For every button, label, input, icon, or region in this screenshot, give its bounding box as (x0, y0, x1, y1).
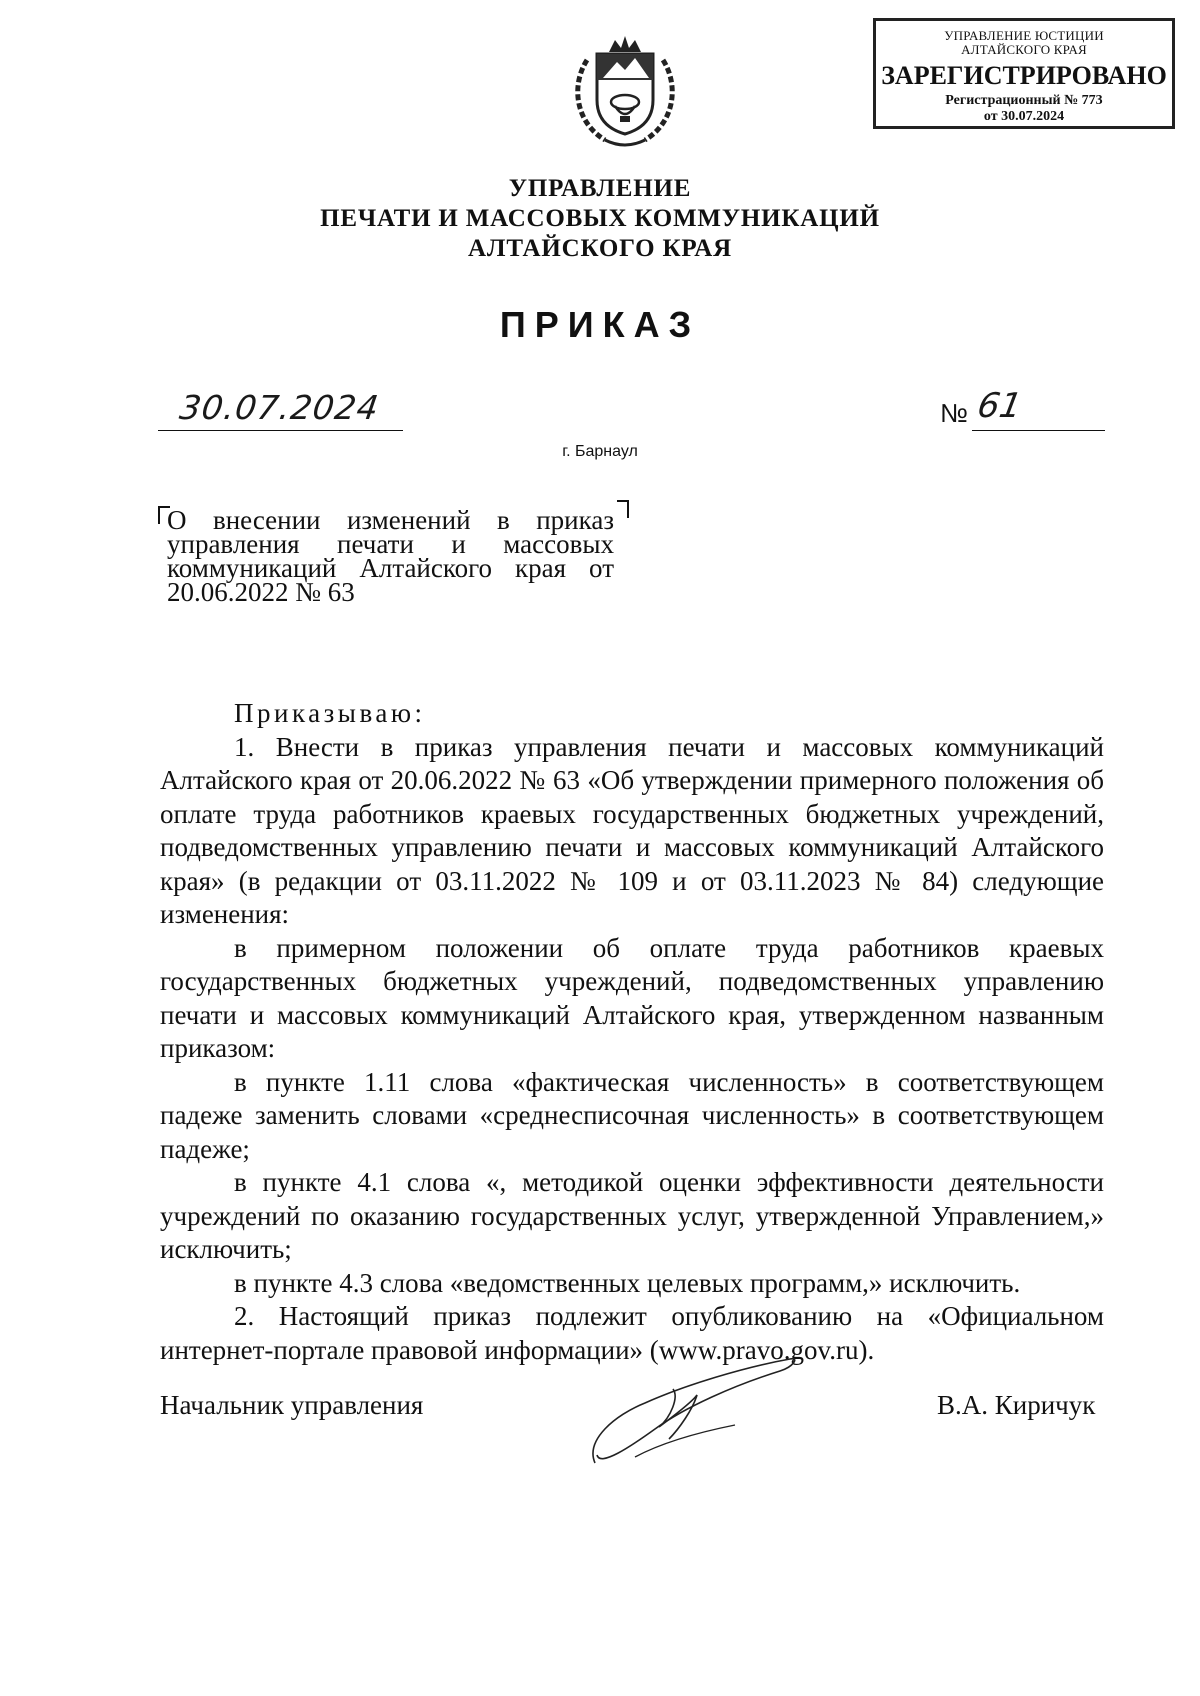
number-label: № (940, 398, 968, 428)
document-type: ПРИКАЗ (499, 304, 701, 345)
city: г. Барнаул (562, 443, 638, 460)
document-subject: О внесении изменений в приказ управления печати и массовых коммуникаций Алтайского края от 20.06.2022 № 63 (167, 505, 614, 607)
registration-stamp (873, 18, 1175, 129)
subject-corner-right (617, 500, 629, 518)
stamp-status: ЗАРЕГИСТРИРОВАНО (881, 61, 1167, 90)
altai-krai-coat-of-arms-icon (565, 30, 685, 152)
number-underline (972, 430, 1105, 431)
document-body (160, 697, 1104, 1367)
signatory-name: В.А. Киричук (937, 1390, 1096, 1420)
paragraph-2: в примерном положении об оплате труда работников краевых государственных бюджетных учреждений, подведомственных управлению печати и массовых коммуникаций Алтайского края, утвержденном названным приказом: (160, 932, 1104, 1063)
document-number: 61 (974, 386, 1025, 426)
authority-line-1: УПРАВЛЕНИЕ (508, 175, 692, 202)
signatory-position: Начальник управления (160, 1390, 424, 1420)
authority-line-2: ПЕЧАТИ И МАССОВЫХ КОММУНИКАЦИЙ (320, 205, 880, 232)
date-underline (158, 430, 403, 431)
paragraph-5: в пункте 4.3 слова «ведомственных целевых программ,» исключить. (234, 1267, 1021, 1298)
stamp-department: УПРАВЛЕНИЕ ЮСТИЦИИ (944, 28, 1104, 43)
paragraph-6: 2. Настоящий приказ подлежит опубликованию на «Официальном интернет-портале правовой информации» (www.pravo.gov.ru). (160, 1301, 1104, 1365)
paragraph-1: 1. Внести в приказ управления печати и массовых коммуникаций Алтайского края от 20.06.2022 № 63 «Об утверждении примерного положения об оплате труда работников краевых государственных бюджетных учреждений, подведомственных управлению печати и массовых коммуникаций Алтайского края» (в редакции от 03.11.2022 № 109 и от 03.11.2023 № 84) следующие изменения: (160, 731, 1104, 929)
authority-line-3: АЛТАЙСКОГО КРАЯ (468, 235, 732, 262)
issuing-authority (0, 174, 1200, 264)
stamp-registration-number: Регистрационный № 773 (945, 93, 1103, 108)
paragraph-4: в пункте 4.1 слова «, методикой оценки эффективности деятельности учреждений по оказанию государственных услуг, утвержденной Управлением,» исключить; (160, 1167, 1104, 1264)
stamp-registration-date: от 30.07.2024 (983, 109, 1065, 124)
handwritten-signature-icon (575, 1345, 805, 1480)
paragraph-3: в пункте 1.11 слова «фактическая численность» в соответствующем падеже заменить словами «среднесписочная численность» в соответствующем падеже; (160, 1066, 1104, 1164)
orders-label: Приказываю: (234, 698, 426, 728)
document-date: 30.07.2024 (177, 388, 382, 427)
stamp-region: АЛТАЙСКОГО КРАЯ (961, 42, 1087, 57)
